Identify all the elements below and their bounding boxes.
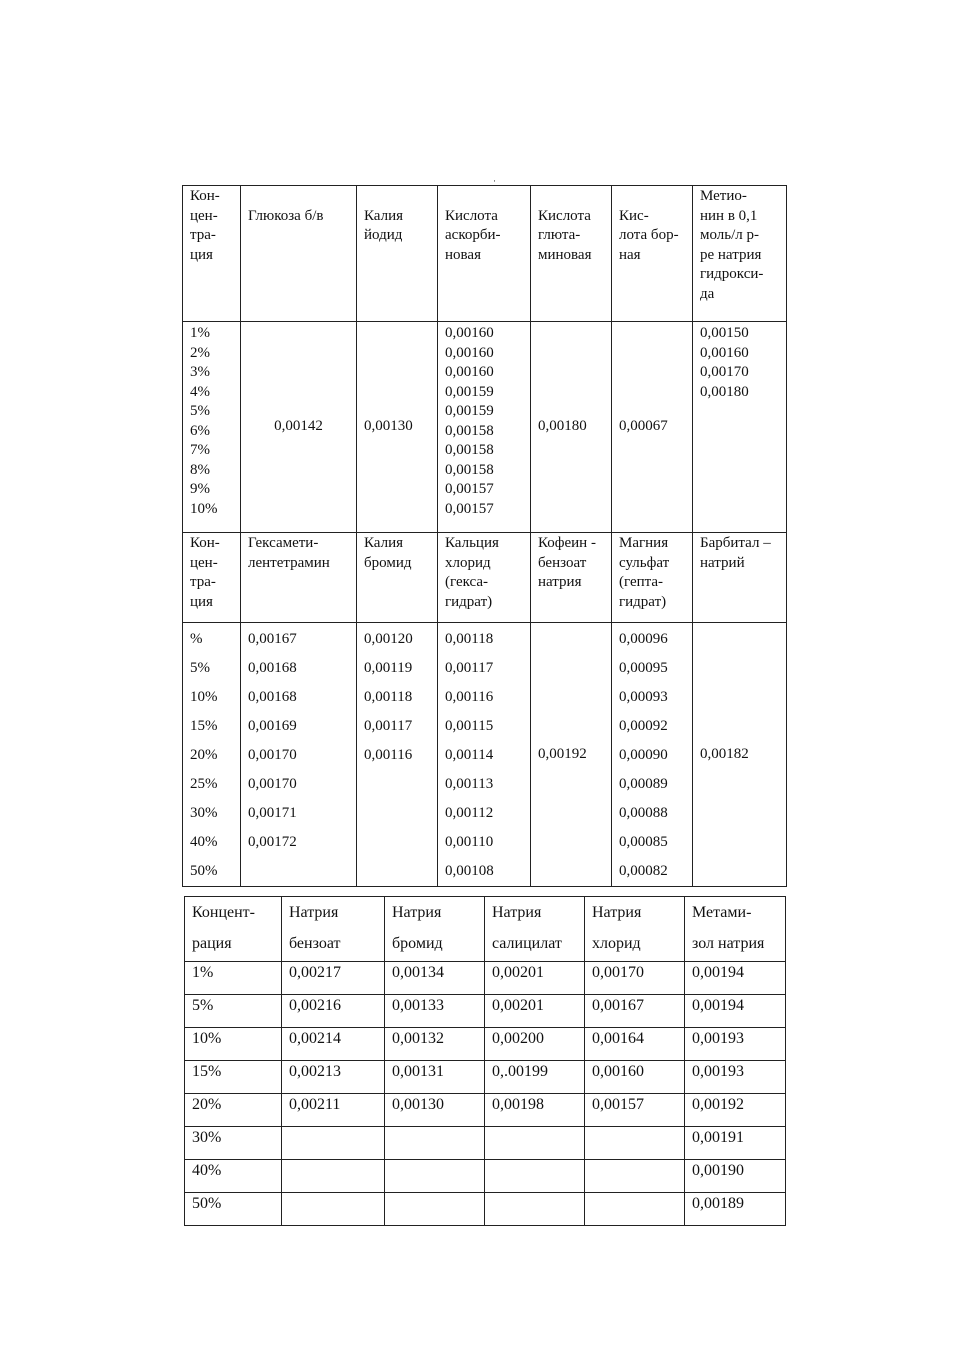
cell-line: нин в 0,1 <box>700 207 758 224</box>
magnesium-sulfate-values <box>612 623 693 887</box>
table2-cell <box>485 1127 585 1160</box>
cell-line: Гексамети- <box>248 535 319 551</box>
header-cell <box>612 186 693 322</box>
cell-line: 0,00158 <box>445 442 494 458</box>
cell-line: 5% <box>190 403 210 419</box>
cell-line: 0,00095 <box>619 660 668 676</box>
table2-cell: 0,00164 <box>585 1028 685 1061</box>
cell-line: тра- <box>190 227 216 243</box>
cell-line: гидрат) <box>619 593 667 610</box>
cell-line: миновая <box>538 246 592 263</box>
cell-line <box>364 828 430 857</box>
cell-line: 0,00157 <box>445 500 494 517</box>
concentration-cell-2 <box>183 623 241 887</box>
table2-cell: 0,00194 <box>685 962 786 995</box>
table2-cell: 0,00201 <box>485 962 585 995</box>
cell-line: глюта- <box>538 227 581 243</box>
table2-cell: 0,00213 <box>282 1061 385 1094</box>
header-row-1 <box>183 186 787 322</box>
cell-line: моль/л р- <box>700 227 760 243</box>
data-block-1 <box>183 322 787 533</box>
cell-line: 10% <box>190 689 218 705</box>
table2-cell: 10% <box>185 1028 282 1061</box>
cell-line: 10% <box>190 500 218 517</box>
cell-line: 0,00158 <box>445 422 494 439</box>
cell-line: 0,00170 <box>248 776 297 792</box>
table2-row <box>185 1193 786 1226</box>
cell-line: Калия <box>364 207 404 224</box>
cell-line <box>445 187 523 207</box>
cell-line: ция <box>190 246 213 263</box>
header-cell <box>531 533 612 623</box>
cell-line: 3% <box>190 364 210 380</box>
table2-cell: 0,00167 <box>585 995 685 1028</box>
table2-cell: 0,00216 <box>282 995 385 1028</box>
cell-line: 0,00116 <box>364 747 413 763</box>
cell-line: 0,00114 <box>445 747 494 763</box>
cell-line: 1% <box>190 325 210 341</box>
table2-row <box>185 1028 786 1061</box>
table2-cell: 5% <box>185 995 282 1028</box>
cell-line: Кон- <box>190 188 220 204</box>
table2-row <box>185 1094 786 1127</box>
cell-line: Кислота <box>538 207 591 224</box>
table2-cell: 0,00157 <box>585 1094 685 1127</box>
cell-line: Магния <box>619 535 669 551</box>
cell-line <box>619 187 685 207</box>
table2-cell: 0,00160 <box>585 1061 685 1094</box>
cell-line: 6% <box>190 422 210 439</box>
header-line: хлорид <box>592 935 641 952</box>
table2-cell: 0,00194 <box>685 995 786 1028</box>
cell-line <box>364 187 430 207</box>
glutamic-value: 0,00180 <box>531 322 612 533</box>
cell-line: бензоат <box>538 554 587 571</box>
cell-line: 0,00171 <box>248 805 297 821</box>
table2-cell: 0,00200 <box>485 1028 585 1061</box>
cell-line: 0,00119 <box>364 660 413 676</box>
table2-cell: 0,00193 <box>685 1028 786 1061</box>
table2-cell: 0,00133 <box>385 995 485 1028</box>
header-row-2 <box>183 533 787 623</box>
cell-line: 5% <box>190 660 210 676</box>
cell-line: 0,00115 <box>445 718 494 734</box>
cell-line: 2% <box>190 344 210 361</box>
cell-line <box>364 799 430 828</box>
table2-cell <box>282 1127 385 1160</box>
header-cell <box>693 533 787 623</box>
caffeine-value: 0,00192 <box>531 623 612 887</box>
cell-line: 0,00158 <box>445 461 494 478</box>
cell-line: 0,00117 <box>364 718 413 734</box>
table2-cell <box>385 1127 485 1160</box>
table2-cell: 0,00214 <box>282 1028 385 1061</box>
cell-line: цен- <box>190 207 218 224</box>
concentration-cell <box>183 322 241 533</box>
table2-cell: 0,00170 <box>585 962 685 995</box>
table2-header-cell <box>185 897 282 962</box>
cell-line: 0,00113 <box>445 776 494 792</box>
hexamethylene-values <box>241 623 357 887</box>
table2-header-cell <box>385 897 485 962</box>
table2-cell: 15% <box>185 1061 282 1094</box>
cell-line: 0,00157 <box>445 481 494 497</box>
header-line: Метами- <box>692 904 752 921</box>
scan-artifact: · <box>493 178 496 184</box>
header-line: зол натрия <box>692 935 765 952</box>
cell-line: гидрокси- <box>700 266 764 282</box>
cell-line: 0,00085 <box>619 834 668 850</box>
cell-line: 0,00116 <box>445 689 494 705</box>
cell-line: 0,00120 <box>364 631 413 647</box>
header-line: бензоат <box>289 935 341 952</box>
cell-line <box>364 857 430 886</box>
header-cell <box>357 533 438 623</box>
table2-cell: 50% <box>185 1193 282 1226</box>
header-line: Натрия <box>492 904 542 921</box>
table2-cell: 0,00211 <box>282 1094 385 1127</box>
table2-cell: 0,00217 <box>282 962 385 995</box>
methionine-values <box>693 322 787 533</box>
cell-line: 0,00160 <box>445 344 494 361</box>
table2-cell: 20% <box>185 1094 282 1127</box>
cell-line: Кислота <box>445 207 498 224</box>
cell-line: 0,00172 <box>248 834 297 850</box>
cell-line: Кофеин - <box>538 535 596 551</box>
cell-line: да <box>700 285 715 302</box>
cell-line: 7% <box>190 442 210 458</box>
cell-line: натрий <box>700 554 745 571</box>
header-line: Концент- <box>192 904 255 921</box>
cell-line <box>364 770 430 799</box>
table2-cell: 0,00134 <box>385 962 485 995</box>
cell-line: лентетрамин <box>248 554 330 571</box>
table2-cell <box>485 1160 585 1193</box>
cell-line: Глюкоза б/в <box>248 207 324 224</box>
table2-cell: 0,00201 <box>485 995 585 1028</box>
cell-line: йодид <box>364 227 403 243</box>
barbital-value: 0,00182 <box>693 623 787 887</box>
cell-line: натрия <box>538 574 582 590</box>
header-cell <box>438 186 531 322</box>
cell-line: 0,00096 <box>619 631 668 647</box>
header-cell <box>241 533 357 623</box>
header-line: Натрия <box>592 904 642 921</box>
cell-line: 0,00168 <box>248 689 297 705</box>
header-cell <box>183 186 241 322</box>
cell-line: 4% <box>190 383 210 400</box>
cell-line: 0,00170 <box>700 364 749 380</box>
cell-line: 0,00180 <box>700 383 749 400</box>
cell-line: 9% <box>190 481 210 497</box>
cell-line: Кальция <box>445 535 499 551</box>
table2-header-cell <box>485 897 585 962</box>
cell-line: Метио- <box>700 188 747 204</box>
viscosity-table-2 <box>184 896 786 1226</box>
header-cell <box>693 186 787 322</box>
cell-line: 20% <box>190 747 218 763</box>
cell-line: 0,00112 <box>445 805 494 821</box>
kalium-iodide-value: 0,00130 <box>357 322 438 533</box>
table2-cell <box>282 1160 385 1193</box>
cell-line: 0,00118 <box>445 631 494 647</box>
table2-cell: 0,00192 <box>685 1094 786 1127</box>
cell-line: хлорид <box>445 554 491 571</box>
cell-line: Барбитал – <box>700 535 771 551</box>
cell-line: 0,00159 <box>445 383 494 400</box>
header-cell <box>241 186 357 322</box>
table2-row <box>185 1160 786 1193</box>
cell-line: Кис- <box>619 207 649 224</box>
cell-line: Кон- <box>190 535 220 551</box>
boric-value: 0,00067 <box>612 322 693 533</box>
cell-line: лота бор- <box>619 227 679 243</box>
data-block-2 <box>183 623 787 887</box>
table2-cell: 30% <box>185 1127 282 1160</box>
table2-row <box>185 962 786 995</box>
cell-line: ре натрия <box>700 246 762 263</box>
cell-line: 0,00093 <box>619 689 668 705</box>
cell-line: ция <box>190 593 213 610</box>
table2-cell: 0,00193 <box>685 1061 786 1094</box>
ascorbic-values <box>438 322 531 533</box>
table2-cell: 0,00130 <box>385 1094 485 1127</box>
table2-cell <box>385 1193 485 1226</box>
cell-line: 0,00092 <box>619 718 668 734</box>
cell-line: 40% <box>190 834 218 850</box>
cell-line: 8% <box>190 461 210 478</box>
header-line: Натрия <box>392 904 442 921</box>
cell-line: 0,00160 <box>700 344 749 361</box>
table2-row <box>185 995 786 1028</box>
table2-header-cell <box>282 897 385 962</box>
table2-cell: 1% <box>185 962 282 995</box>
cell-line: 30% <box>190 805 218 821</box>
cell-line <box>248 857 349 886</box>
cell-line: Калия <box>364 535 404 551</box>
table2-cell: 0,00190 <box>685 1160 786 1193</box>
cell-line: 25% <box>190 776 218 792</box>
cell-line: 15% <box>190 718 218 734</box>
table2-cell: 0,.00199 <box>485 1061 585 1094</box>
cell-line: 0,00110 <box>445 834 494 850</box>
kalium-bromide-values <box>357 623 438 887</box>
cell-line: тра- <box>190 574 216 590</box>
cell-line: 0,00167 <box>248 631 297 647</box>
header-line: рация <box>192 935 232 952</box>
cell-line: 0,00169 <box>248 718 297 734</box>
cell-line: (гекса- <box>445 574 489 590</box>
header-line: салицилат <box>492 935 562 952</box>
table2-cell <box>485 1193 585 1226</box>
cell-line <box>538 187 604 207</box>
table2-cell: 0,00132 <box>385 1028 485 1061</box>
cell-line: 0,00160 <box>445 325 494 341</box>
table2-cell <box>385 1160 485 1193</box>
table2-cell <box>585 1127 685 1160</box>
cell-line: 0,00117 <box>445 660 494 676</box>
cell-line: 0,00108 <box>445 863 494 879</box>
cell-line: 0,00150 <box>700 325 749 341</box>
header-cell <box>531 186 612 322</box>
cell-line: 0,00089 <box>619 776 668 792</box>
table2-cell <box>282 1193 385 1226</box>
cell-line: цен- <box>190 554 218 571</box>
cell-line: 0,00159 <box>445 403 494 419</box>
cell-line: 0,00168 <box>248 660 297 676</box>
cell-line: новая <box>445 246 481 263</box>
cell-line: 0,00090 <box>619 747 668 763</box>
calcium-chloride-values <box>438 623 531 887</box>
cell-line: гидрат) <box>445 593 493 610</box>
cell-line: сульфат <box>619 554 670 571</box>
header-cell <box>438 533 531 623</box>
table2-header-cell <box>685 897 786 962</box>
header-cell <box>612 533 693 623</box>
cell-line: 0,00088 <box>619 805 668 821</box>
cell-line: 50% <box>190 863 218 879</box>
header-cell <box>183 533 241 623</box>
glucose-value: 0,00142 <box>241 322 357 533</box>
header-line: бромид <box>392 935 443 952</box>
table2-header-cell <box>585 897 685 962</box>
table2-cell: 0,00189 <box>685 1193 786 1226</box>
table2-cell <box>585 1160 685 1193</box>
table2-cell: 0,00198 <box>485 1094 585 1127</box>
viscosity-table-1 <box>182 185 787 887</box>
cell-line: (гепта- <box>619 574 664 590</box>
cell-line: бромид <box>364 554 412 571</box>
table2-row <box>185 1061 786 1094</box>
header-cell <box>357 186 438 322</box>
cell-line: 0,00170 <box>248 747 297 763</box>
table2-cell: 0,00131 <box>385 1061 485 1094</box>
table2-cell: 0,00191 <box>685 1127 786 1160</box>
cell-line: % <box>190 631 203 647</box>
header-line: Натрия <box>289 904 339 921</box>
cell-line: 0,00160 <box>445 364 494 380</box>
cell-line <box>248 187 349 207</box>
table2-cell: 40% <box>185 1160 282 1193</box>
table2-cell <box>585 1193 685 1226</box>
cell-line: 0,00118 <box>364 689 413 705</box>
table2-header-row <box>185 897 786 962</box>
cell-line: аскорби- <box>445 227 501 243</box>
table2-row <box>185 1127 786 1160</box>
cell-line: 0,00082 <box>619 863 668 879</box>
cell-line: ная <box>619 246 641 263</box>
